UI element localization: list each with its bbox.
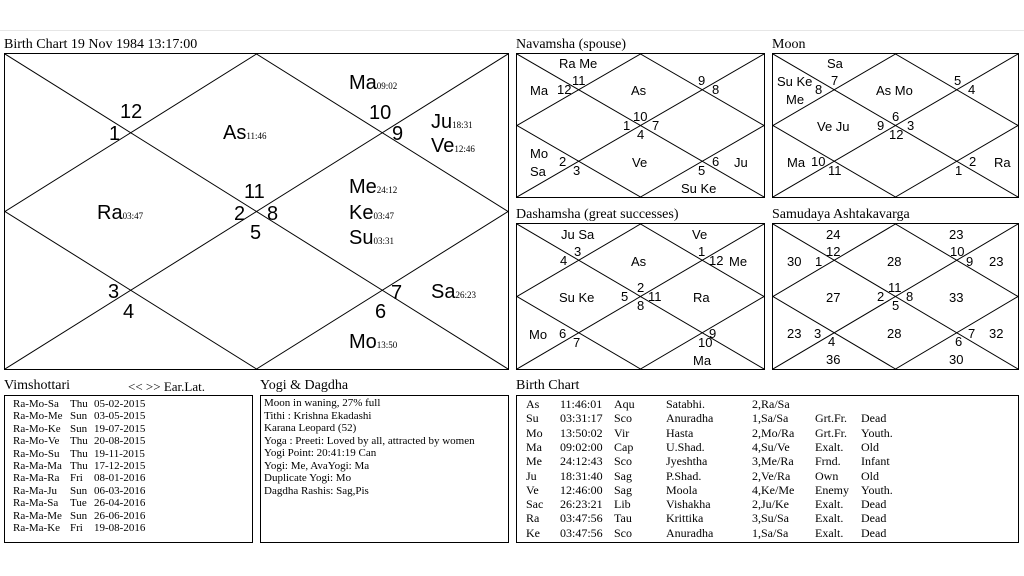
house-number: 7 xyxy=(573,335,581,350)
dasha-date: 17-12-2015 xyxy=(94,460,146,472)
planet-label: As xyxy=(631,254,647,269)
av-score: 30 xyxy=(787,254,802,269)
cell-state: Dead xyxy=(861,411,887,426)
planet-label: Sa xyxy=(530,164,546,179)
dasha-row[interactable] xyxy=(13,497,145,510)
cell-rel: Exalt. xyxy=(815,511,844,526)
birth-table-row xyxy=(517,497,1017,511)
house-number: 6 xyxy=(559,326,567,341)
house-number: 2 xyxy=(877,289,885,304)
cell-nak: P.Shad. xyxy=(666,468,702,483)
house-number: 4 xyxy=(968,82,976,97)
dasha-row[interactable] xyxy=(13,398,145,411)
ashtakavarga-chart[interactable] xyxy=(772,223,1019,370)
house-number: 10 xyxy=(811,154,826,169)
house-number: 10 xyxy=(698,335,713,350)
vimshottari-nav[interactable]: << >> Ear.Lat. xyxy=(128,379,205,394)
dasha-row[interactable] xyxy=(13,410,145,423)
house-number: 5 xyxy=(698,163,706,178)
dasha-row[interactable] xyxy=(13,448,145,461)
dasha-row[interactable] xyxy=(13,522,145,535)
cell-state: Youth. xyxy=(861,425,893,440)
planet-label: Me xyxy=(729,254,748,269)
cell-deg: 09:02:00 xyxy=(560,439,603,454)
birth-table-row xyxy=(517,511,1017,525)
birth-table-row xyxy=(517,440,1017,454)
dasha-period: Ra-Ma-Ma xyxy=(13,460,62,472)
cell-rel: Grt.Fr. xyxy=(815,425,848,440)
dasha-period: Ra-Mo-Sa xyxy=(13,398,59,410)
house-number: 4 xyxy=(123,301,135,323)
house-number: 10 xyxy=(950,244,965,259)
av-score: 24 xyxy=(826,227,841,242)
dasha-day: Thu xyxy=(70,435,88,448)
dasha-date: 26-04-2016 xyxy=(94,497,146,510)
planet-label: Mo13:50 xyxy=(349,331,398,353)
planet-label: Su03:31 xyxy=(349,227,394,249)
dasha-row[interactable] xyxy=(13,510,145,523)
dasha-date: 19-11-2015 xyxy=(94,447,145,460)
main-chart[interactable] xyxy=(4,53,509,370)
planet-label: Su Ke xyxy=(559,290,595,305)
house-number: 11 xyxy=(572,73,586,88)
cell-deg: 03:47:56 xyxy=(560,525,603,540)
house-number: 11 xyxy=(828,163,842,178)
vimshottari-list[interactable] xyxy=(4,395,253,543)
house-number: 9 xyxy=(966,254,974,269)
av-score: 28 xyxy=(887,254,902,269)
cell-pl: Sac xyxy=(526,497,544,512)
vimshottari-title: Vimshottari xyxy=(4,378,71,393)
dasha-date: 08-01-2016 xyxy=(94,472,146,485)
yogi-line: Yogi Point: 20:41:19 Can xyxy=(264,447,377,459)
cell-pl: Mo xyxy=(526,425,543,440)
av-score: 32 xyxy=(989,326,1004,341)
ashtakavarga-lines xyxy=(773,224,1018,369)
planet-label: Ma xyxy=(530,83,549,98)
cell-deg: 24:12:43 xyxy=(560,454,603,469)
birth-table-row xyxy=(517,397,1017,411)
planet-label: Ju xyxy=(734,155,748,170)
house-number: 4 xyxy=(560,253,568,268)
cell-state: Old xyxy=(861,439,879,454)
birth-table xyxy=(516,395,1019,543)
dasha-row[interactable] xyxy=(13,472,145,485)
house-number: 6 xyxy=(375,301,387,323)
house-number: 11 xyxy=(244,181,265,203)
yogi-line: Yoga : Preeti: Loved by all, attracted by women xyxy=(264,434,475,447)
planet-label: Sa xyxy=(827,56,843,71)
cell-deg: 13:50:02 xyxy=(560,425,603,440)
cell-sign: Lib xyxy=(614,497,631,512)
cell-deg: 12:46:00 xyxy=(560,482,603,497)
cell-state: Dead xyxy=(861,525,887,540)
dasha-day: Sun xyxy=(70,422,88,435)
dasha-period: Ra-Ma-Sa xyxy=(13,497,59,510)
navamsha-lines xyxy=(517,54,764,197)
cell-sign: Sag xyxy=(614,482,632,497)
house-number: 11 xyxy=(648,289,662,304)
yogi-panel xyxy=(260,395,509,543)
house-number: 9 xyxy=(392,123,404,145)
cell-pl: Ra xyxy=(526,511,540,526)
yogi-title: Yogi & Dagdha xyxy=(260,378,349,393)
house-number: 5 xyxy=(892,298,900,313)
house-number: 6 xyxy=(955,334,963,349)
av-score: 23 xyxy=(787,326,802,341)
dasha-period: Ra-Mo-Su xyxy=(13,447,60,460)
dasha-period: Ra-Ma-Ra xyxy=(13,472,60,485)
house-number: 7 xyxy=(391,282,403,304)
navamsha-title: Navamsha (spouse) xyxy=(516,37,627,52)
house-number: 12 xyxy=(557,82,572,97)
house-number: 6 xyxy=(712,154,720,169)
house-number: 3 xyxy=(573,163,581,178)
ashtakavarga-title: Samudaya Ashtakavarga xyxy=(772,207,910,222)
planet-label: Ju Sa xyxy=(561,227,595,242)
house-number: 1 xyxy=(815,254,823,269)
dasha-day: Thu xyxy=(70,460,88,472)
planet-label: Ju18:31 xyxy=(431,111,473,133)
dasha-row[interactable] xyxy=(13,460,145,473)
cell-rel: Enemy xyxy=(815,482,849,497)
house-number: 9 xyxy=(698,73,706,88)
house-number: 2 xyxy=(637,280,645,295)
house-number: 1 xyxy=(698,244,706,259)
cell-nak: Moola xyxy=(666,482,698,497)
dasha-row[interactable] xyxy=(13,435,145,448)
planet-label: Ve12:46 xyxy=(431,135,475,157)
house-number: 4 xyxy=(828,334,836,349)
cell-state: Youth. xyxy=(861,482,893,497)
planet-label: Ra xyxy=(994,155,1011,170)
cell-pada: 2,Ve/Ra xyxy=(752,468,791,483)
top-divider xyxy=(0,30,1024,31)
dasha-period: Ra-Mo-Ke xyxy=(13,422,61,435)
cell-deg: 11:46:01 xyxy=(560,397,603,411)
cell-pada: 1,Sa/Sa xyxy=(752,525,789,540)
moon-title: Moon xyxy=(772,37,806,52)
dasha-period: Ra-Mo-Ve xyxy=(13,435,60,448)
cell-state: Infant xyxy=(861,454,890,469)
planet-label: Ma xyxy=(693,353,712,368)
cell-pl: Ma xyxy=(526,439,542,454)
dasha-day: Thu xyxy=(70,398,88,410)
birth-table-row xyxy=(517,411,1017,425)
planet-label: Mo xyxy=(530,146,549,161)
cell-sign: Sco xyxy=(614,525,632,540)
dasha-day: Sun xyxy=(70,410,88,423)
cell-sign: Sco xyxy=(614,411,632,426)
av-score: 23 xyxy=(989,254,1004,269)
cell-pada: 4,Su/Ve xyxy=(752,439,790,454)
av-score: 28 xyxy=(887,326,902,341)
planet-label: Ve xyxy=(692,227,708,242)
cell-nak: Satabhi. xyxy=(666,397,705,411)
planet-label: As Mo xyxy=(876,83,913,98)
house-number: 8 xyxy=(712,82,720,97)
cell-nak: Anuradha xyxy=(666,411,714,426)
dashamsha-chart[interactable] xyxy=(516,223,765,370)
house-number: 4 xyxy=(637,127,645,142)
cell-pada: 2,Mo/Ra xyxy=(752,425,795,440)
cell-sign: Sag xyxy=(614,468,632,483)
cell-rel: Exalt. xyxy=(815,525,844,540)
dasha-date: 05-02-2015 xyxy=(94,398,146,410)
cell-nak: Vishakha xyxy=(666,497,711,512)
planet-label: Mo xyxy=(529,327,548,342)
birth-table-title: Birth Chart xyxy=(516,378,580,393)
house-number: 3 xyxy=(574,244,582,259)
cell-nak: Krittika xyxy=(666,511,704,526)
planet-label: Ra xyxy=(693,290,710,305)
cell-state: Dead xyxy=(861,497,887,512)
house-number: 5 xyxy=(250,222,262,244)
av-score: 36 xyxy=(826,352,841,367)
dasha-day: Sun xyxy=(70,509,88,522)
dasha-row[interactable] xyxy=(13,423,145,436)
house-number: 1 xyxy=(109,123,121,145)
house-number: 2 xyxy=(969,154,977,169)
planet-label: Ve Ju xyxy=(817,119,850,134)
planet-label: Ma09:02 xyxy=(349,72,398,94)
dasha-date: 06-03-2016 xyxy=(94,484,146,497)
dasha-period: Ra-Ma-Me xyxy=(13,509,62,522)
house-number: 12 xyxy=(120,101,143,123)
house-number: 5 xyxy=(621,289,629,304)
planet-label: Ve xyxy=(632,155,648,170)
cell-pada: 2,Ra/Sa xyxy=(752,397,790,411)
planet-label: Ma xyxy=(787,155,806,170)
house-number: 8 xyxy=(637,298,645,313)
dasha-date: 19-08-2016 xyxy=(94,522,146,534)
av-score: 30 xyxy=(949,352,964,367)
cell-rel: Own xyxy=(815,468,839,483)
av-score: 27 xyxy=(826,290,841,305)
planet-label: Me24:12 xyxy=(349,176,398,198)
dasha-day: Tue xyxy=(70,497,87,510)
navamsha-chart[interactable] xyxy=(516,53,765,198)
dasha-row[interactable] xyxy=(13,485,145,498)
dasha-period: Ra-Ma-Ju xyxy=(13,484,57,497)
main-chart-title: Birth Chart 19 Nov 1984 13:17:00 xyxy=(4,37,198,52)
dashamsha-title: Dashamsha (great successes) xyxy=(516,207,679,222)
planet-label: Me xyxy=(786,92,805,107)
cell-pl: Ke xyxy=(526,525,540,540)
yogi-line: Duplicate Yogi: Mo xyxy=(264,472,352,484)
cell-nak: Jyeshtha xyxy=(666,454,708,469)
planet-label: Su Ke xyxy=(777,74,813,89)
dasha-day: Thu xyxy=(70,447,88,460)
dasha-period: Ra-Ma-Ke xyxy=(13,522,61,534)
cell-pada: 1,Sa/Sa xyxy=(752,411,789,426)
birth-table-row xyxy=(517,469,1017,483)
house-number: 10 xyxy=(633,109,648,124)
house-number: 8 xyxy=(906,289,914,304)
cell-sign: Vir xyxy=(614,425,630,440)
house-number: 7 xyxy=(652,118,660,133)
cell-sign: Tau xyxy=(614,511,632,526)
birth-table-row xyxy=(517,426,1017,440)
planet-label: Sa26:23 xyxy=(431,281,476,303)
house-number: 9 xyxy=(877,118,885,133)
house-number: 3 xyxy=(108,281,120,303)
cell-rel: Exalt. xyxy=(815,439,844,454)
main-chart-lines xyxy=(5,54,508,369)
cell-pl: Ju xyxy=(526,468,537,483)
cell-deg: 03:31:17 xyxy=(560,411,603,426)
cell-nak: Hasta xyxy=(666,425,694,440)
dasha-date: 26-06-2016 xyxy=(94,509,146,522)
planet-label: As11:46 xyxy=(223,122,267,144)
cell-rel: Frnd. xyxy=(815,454,841,469)
house-number: 8 xyxy=(815,82,823,97)
planet-label: Ra Me xyxy=(559,56,598,71)
house-number: 12 xyxy=(826,244,841,259)
cell-pl: Me xyxy=(526,454,542,469)
dasha-period: Ra-Mo-Me xyxy=(13,410,63,423)
birth-table-row xyxy=(517,454,1017,468)
house-number: 2 xyxy=(234,203,246,225)
house-number: 3 xyxy=(814,326,822,341)
house-number: 6 xyxy=(892,109,900,124)
cell-state: Dead xyxy=(861,511,887,526)
av-score: 23 xyxy=(949,227,964,242)
dashamsha-lines xyxy=(517,224,764,369)
dasha-day: Fri xyxy=(70,522,83,534)
planet-label: As xyxy=(631,83,647,98)
yogi-line: Karana Leopard (52) xyxy=(264,422,357,434)
yogi-line: Moon in waning, 27% full xyxy=(264,397,381,409)
yogi-line: Yogi: Me, AvaYogi: Ma xyxy=(264,459,370,472)
cell-deg: 26:23:21 xyxy=(560,497,603,512)
cell-state: Old xyxy=(861,468,879,483)
av-score: 33 xyxy=(949,290,964,305)
house-number: 9 xyxy=(709,326,717,341)
cell-deg: 03:47:56 xyxy=(560,511,603,526)
planet-label: Su Ke xyxy=(681,181,717,196)
yogi-line: Dagdha Rashis: Sag,Pis xyxy=(264,484,369,497)
house-number: 12 xyxy=(709,253,724,268)
house-number: 2 xyxy=(559,154,567,169)
birth-table-row xyxy=(517,526,1017,540)
dasha-date: 19-07-2015 xyxy=(94,422,146,435)
house-number: 1 xyxy=(623,118,631,133)
house-number: 5 xyxy=(954,73,962,88)
cell-sign: Sco xyxy=(614,454,632,469)
cell-pada: 3,Me/Ra xyxy=(752,454,794,469)
dasha-date: 03-05-2015 xyxy=(94,410,146,423)
planet-label: Ke03:47 xyxy=(349,202,394,224)
house-number: 7 xyxy=(968,326,976,341)
cell-pl: As xyxy=(526,397,540,411)
house-number: 8 xyxy=(267,203,279,225)
cell-rel: Grt.Fr. xyxy=(815,411,848,426)
moon-chart[interactable] xyxy=(772,53,1019,198)
dasha-day: Sun xyxy=(70,484,88,497)
cell-deg: 18:31:40 xyxy=(560,468,603,483)
house-number: 7 xyxy=(831,73,839,88)
house-number: 11 xyxy=(888,280,902,295)
cell-pada: 3,Su/Sa xyxy=(752,511,790,526)
house-number: 1 xyxy=(955,163,963,178)
dasha-date: 20-08-2015 xyxy=(94,435,146,448)
cell-nak: U.Shad. xyxy=(666,439,705,454)
cell-pada: 4,Ke/Me xyxy=(752,482,795,497)
cell-pl: Su xyxy=(526,411,539,426)
house-number: 3 xyxy=(907,118,915,133)
house-number: 12 xyxy=(889,127,904,142)
planet-label: Ra03:47 xyxy=(97,202,144,224)
house-number: 10 xyxy=(369,102,392,124)
yogi-line: Tithi : Krishna Ekadashi xyxy=(264,409,372,422)
birth-table-row xyxy=(517,483,1017,497)
cell-pl: Ve xyxy=(526,482,539,497)
cell-sign: Aqu xyxy=(614,397,635,411)
cell-nak: Anuradha xyxy=(666,525,714,540)
dasha-day: Fri xyxy=(70,472,83,485)
cell-rel: Exalt. xyxy=(815,497,844,512)
cell-pada: 2,Ju/Ke xyxy=(752,497,789,512)
cell-sign: Cap xyxy=(614,439,634,454)
